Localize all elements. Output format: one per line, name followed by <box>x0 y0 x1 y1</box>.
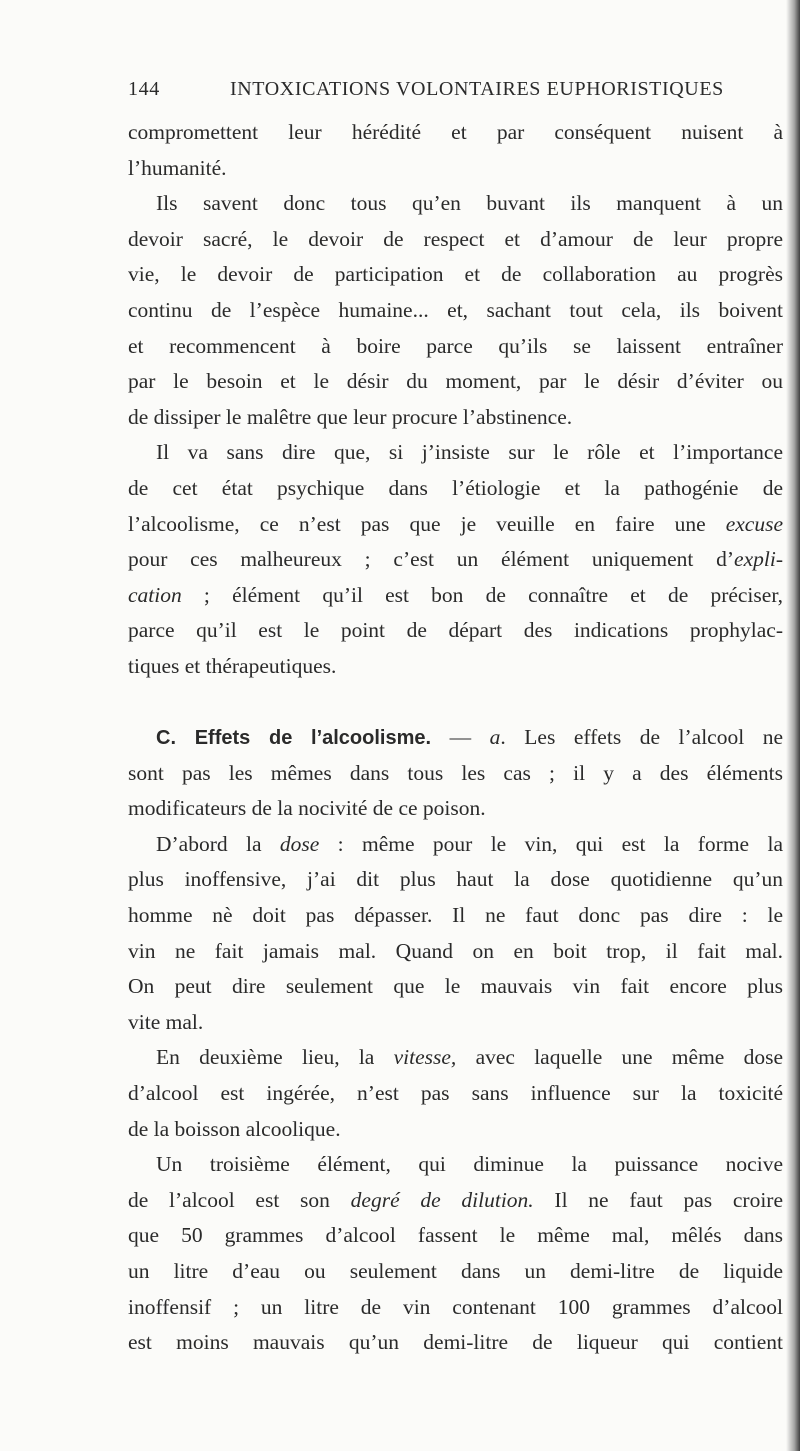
text-span: D’abord la <box>156 831 280 856</box>
text-line: de cet état psychique dans l’étiologie et la pathogénie de <box>128 475 783 500</box>
italic-term-excuse: excuse <box>725 511 783 536</box>
section-heading: C. Effets de l’alcoolisme. <box>156 727 432 750</box>
italic-term-dose: dose <box>279 831 320 856</box>
text-span: : même pour le vin, qui est la forme la <box>319 831 783 856</box>
text-span: . Les effets de l’alcool ne <box>500 725 784 750</box>
page-header <box>128 78 783 108</box>
text-line: devoir sacré, le devoir de respect et d’amour de leur propre <box>128 226 783 251</box>
italic-term-cation: cation <box>128 582 182 607</box>
text-line: d’alcool est ingérée, n’est pas sans influence sur la toxicité <box>128 1081 783 1106</box>
text-line: de dissiper le malêtre que leur procure l’abstinence. <box>128 404 573 429</box>
running-title: INTOXICATIONS VOLONTAIRES EUPHORISTIQUES <box>230 78 724 100</box>
text-line <box>128 542 783 578</box>
text-line: l’humanité. <box>128 155 227 180</box>
text-line: parce qu’il est le point de départ des indications prophylac- <box>128 618 783 643</box>
text-span: de l’alcool est son <box>128 1187 351 1212</box>
section-heading-line <box>128 720 783 756</box>
text-line: vin ne fait jamais mal. Quand on en boit trop, il fait mal. <box>128 938 783 963</box>
text-line: continu de l’espèce humaine... et, sachant tout cela, ils boivent <box>128 297 783 322</box>
page-number: 144 <box>128 78 160 100</box>
paragraph-gap <box>128 685 783 721</box>
text-line: plus inoffensive, j’ai dit plus haut la dose quotidienne qu’un <box>128 867 783 892</box>
text-line: un litre d’eau ou seulement dans un demi-litre de liquide <box>128 1259 783 1283</box>
body-text <box>128 115 783 1361</box>
text-line: Un troisième élément, qui diminue la puissance nocive <box>156 1152 783 1177</box>
page-edge-shadow <box>786 0 800 1451</box>
text-line <box>128 827 783 863</box>
italic-term-explication: expli- <box>734 547 783 572</box>
text-line: Il va sans dire que, si j’insiste sur le rôle et l’importance <box>156 440 783 465</box>
italic-term-degre-de-dilution: degré de dilution. <box>350 1187 534 1212</box>
text-line: et recommencent à boire parce qu’ils se laissent entraîner <box>128 333 783 358</box>
text-line: vie, le devoir de participation et de collaboration au progrès <box>128 262 783 287</box>
text-line: par le besoin et le désir du moment, par le désir d’éviter ou <box>128 369 783 394</box>
text-span: avec laquelle une même dose <box>456 1045 783 1070</box>
text-line <box>128 1040 783 1076</box>
text-line: modificateurs de la nocivité de ce poison. <box>128 796 486 821</box>
text-line: de la boisson alcoolique. <box>128 1116 341 1141</box>
text-line: compromettent leur hérédité et par conséquent nuisent à <box>128 120 783 144</box>
text-line: tiques et thérapeutiques. <box>128 653 337 678</box>
text-line: sont pas les mêmes dans tous les cas ; il y a des éléments <box>128 760 783 785</box>
text-span: En deuxième lieu, la <box>156 1045 394 1070</box>
text-span: ; élément qu’il est bon de connaître et de préciser, <box>181 582 783 607</box>
text-line <box>128 578 783 614</box>
italic-letter-a: a <box>489 725 501 750</box>
text-line: vite mal. <box>128 1009 204 1034</box>
text-line: est moins mauvais qu’un demi-litre de liqueur qui contient <box>128 1330 783 1355</box>
text-line: On peut dire seulement que le mauvais vin fait encore plus <box>128 974 783 999</box>
text-line: inoffensif ; un litre de vin contenant 100 grammes d’alcool <box>128 1294 783 1319</box>
text-span: — <box>431 725 490 750</box>
text-line: homme nè doit pas dépasser. Il ne faut donc pas dire : le <box>128 903 783 928</box>
text-line: que 50 grammes d’alcool fassent le même mal, mêlés dans <box>128 1223 783 1248</box>
text-line <box>128 1183 783 1219</box>
italic-term-vitesse: vitesse, <box>393 1045 457 1070</box>
text-line: Ils savent donc tous qu’en buvant ils manquent à un <box>156 191 783 216</box>
text-span: l’alcoolisme, ce n’est pas que je veuille en faire une <box>128 511 726 536</box>
text-span: Il ne faut pas croire <box>533 1187 784 1212</box>
text-span: pour ces malheureux ; c’est un élément uniquement d’ <box>128 547 735 572</box>
text-line <box>128 507 783 543</box>
